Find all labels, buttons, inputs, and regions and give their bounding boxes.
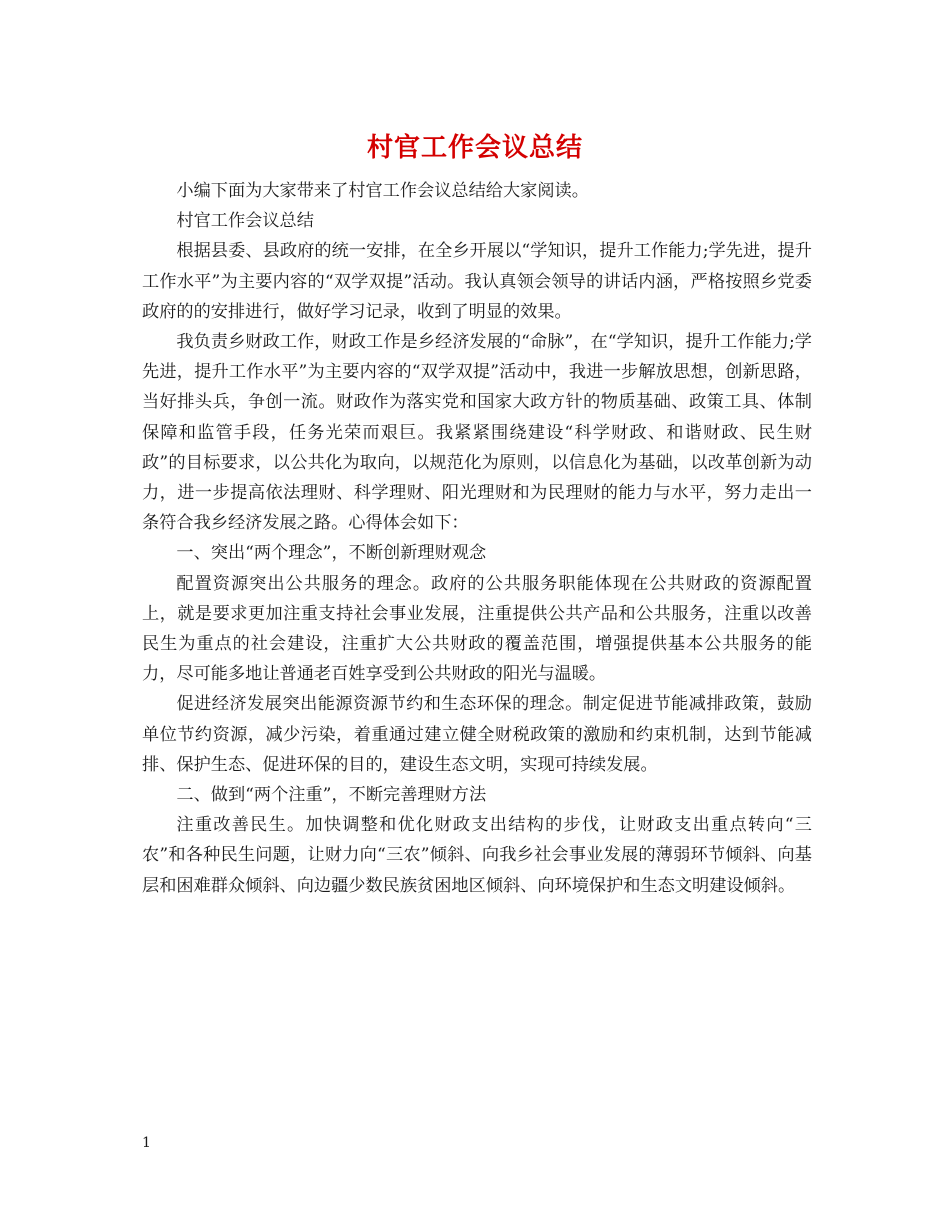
page-title: 村官工作会议总结 xyxy=(366,133,583,163)
document-body xyxy=(142,176,812,901)
paragraph-ecology: 促进经济发展突出能源资源节约和生态环保的理念。制定促进节能减排政策，鼓励单位节约资源，减少污染，着重通过建立健全财税政策的激励和约束机制，达到节能减排、保护生态、促进环保的目的，建设生态文明，实现可持续发展。 xyxy=(142,694,812,775)
section-heading-one: 一、突出“两个理念”，不断创新理财观念 xyxy=(176,543,487,564)
page-number: 1 xyxy=(142,1135,151,1151)
paragraph-finance-work: 我负责乡财政工作，财政工作是乡经济发展的“命脉”，在“学知识，提升工作能力;学先进，提升工作水平”为主要内容的“双学双提”活动中，我进一步解放思想，创新思路，当好排头兵，争创一流。财政作为落实党和国家大政方针的物质基础、政策工具、体制保障和监管手段，任务光荣而艰巨。我紧紧围绕建设“科学财政、和谐财政、民生财政”的目标要求，以公共化为取向，以规范化为原则，以信息化为基础，以改革创新为动力，进一步提高依法理财、科学理财、阳光理财和为民理财的能力与水平，努力走出一条符合我乡经济发展之路。心得体会如下： xyxy=(142,332,812,534)
paragraph-background: 根据县委、县政府的统一安排，在全乡开展以“学知识，提升工作能力;学先进，提升工作水平”为主要内容的“双学双提”活动。我认真领会领导的讲话内涵，严格按照乡党委政府的的安排进行，做好学习记录，收到了明显的效果。 xyxy=(142,241,812,322)
paragraph-public-service: 配置资源突出公共服务的理念。政府的公共服务职能体现在公共财政的资源配置上，就是要求更加注重支持社会事业发展，注重提供公共产品和公共服务，注重以改善民生为重点的社会建设，注重扩大公共财政的覆盖范围，增强提供基本公共服务的能力，尽可能多地让普通老百姓享受到公共财政的阳光与温暖。 xyxy=(142,573,812,685)
paragraph-subtitle: 村官工作会议总结 xyxy=(176,211,314,232)
paragraph-livelihood: 注重改善民生。加快调整和优化财政支出结构的步伐，让财政支出重点转向“三农”和各种民生问题，让财力向“三农”倾斜、向我乡社会事业发展的薄弱环节倾斜、向基层和困难群众倾斜、向边疆少数民族贫困地区倾斜、向环境保护和生态文明建设倾斜。 xyxy=(142,815,812,896)
paragraph-intro: 小编下面为大家带来了村官工作会议总结给大家阅读。 xyxy=(176,181,589,201)
section-heading-two: 二、做到“两个注重”，不断完善理财方法 xyxy=(176,785,487,806)
